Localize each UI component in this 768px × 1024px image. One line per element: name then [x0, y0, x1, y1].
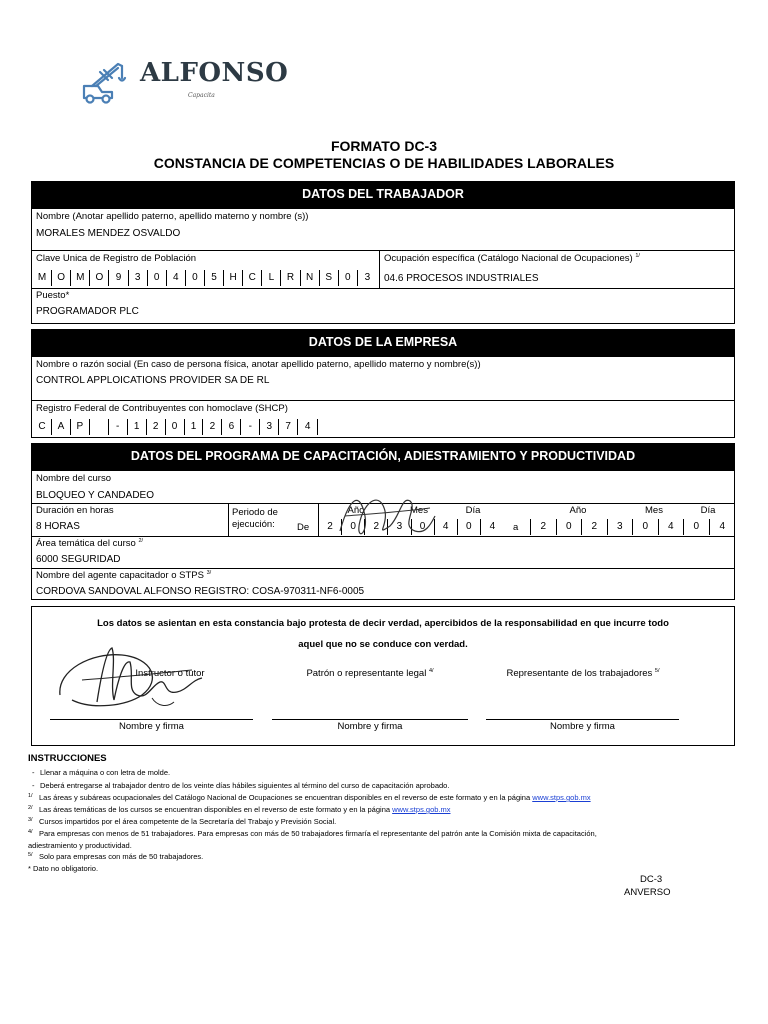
fecha-desde-char: 0	[458, 519, 481, 535]
curp-char: 3	[129, 270, 148, 286]
instructor-firma-label: Nombre y firma	[119, 721, 184, 732]
nombre-trabajador-value: MORALES MENDEZ OSVALDO	[36, 228, 181, 239]
curp-char: 5	[205, 270, 224, 286]
curp-char: 4	[167, 270, 186, 286]
form-title: FORMATO DC-3	[330, 138, 438, 154]
rfc-char: 4	[304, 421, 311, 432]
instruccion-item: 3/ Cursos impartidos por el área competente de la Secretaría del Trabajo y Previsión Social.	[28, 817, 337, 826]
curso-label: Nombre del curso	[36, 473, 111, 484]
fecha-hasta-char: 0	[557, 519, 583, 535]
rfc-char	[90, 419, 109, 435]
curp-char: 9	[109, 270, 128, 286]
desde-mes-label: Mes	[410, 505, 428, 516]
hasta-dia-label: Día	[700, 505, 716, 516]
curp-char: S	[320, 270, 339, 286]
representante-firma-label: Nombre y firma	[550, 721, 615, 732]
rfc-char: -	[241, 419, 260, 435]
curp-char: M	[33, 270, 52, 286]
declaracion-line-2: aquel que no se conduce con verdad.	[298, 639, 468, 650]
fecha-desde-char: 0	[342, 519, 365, 535]
instruccion-item: 4/ Para empresas con menos de 51 trabajadores. Para empresas con más de 50 trabajadores firmaría el representante del patrón ante la Comisión mixta de capacitación,	[28, 829, 597, 838]
periodo-label-2: ejecución:	[232, 519, 275, 530]
rfc-char: 1	[128, 419, 147, 435]
fecha-desde-char: 2	[365, 519, 388, 535]
section-empresa-header: DATOS DE LA EMPRESA	[31, 329, 735, 356]
fecha-desde-char: 0	[412, 519, 435, 535]
duracion-label: Duración en horas	[36, 505, 114, 516]
instructor-signature	[52, 640, 212, 720]
curp-char: C	[243, 270, 262, 286]
curp-char: O	[52, 270, 71, 286]
rfc-field	[33, 419, 318, 435]
fecha-desde-char: 4	[435, 519, 458, 535]
fecha-desde-char: 3	[388, 519, 411, 535]
fecha-hasta-char: 2	[582, 519, 608, 535]
rfc-char: P	[71, 419, 90, 435]
form-subtitle: CONSTANCIA DE COMPETENCIAS O DE HABILIDADES LABORALES	[153, 155, 615, 171]
fecha-desde-char: 4	[489, 521, 496, 532]
puesto-value: PROGRAMADOR PLC	[36, 306, 139, 317]
curp-char: H	[224, 270, 243, 286]
area-tematica-value: 6000 SEGURIDAD	[36, 554, 121, 565]
instruccion-item: adiestramiento y productividad.	[28, 841, 132, 850]
rfc-char: C	[33, 419, 52, 435]
instruccion-item: 2/ Las áreas temáticas de los cursos se encuentran disponibles en el reverso de este formato y en la página www.stps.gob.mx	[28, 805, 451, 814]
curp-field	[33, 270, 377, 286]
rfc-char: 2	[203, 419, 222, 435]
curp-char: O	[90, 270, 109, 286]
fecha-hasta-char: 4	[719, 521, 726, 532]
instruccion-item: 1/ Las áreas y subáreas ocupacionales del Catálogo Nacional de Ocupaciones se encuentran disponibles en el reverso de este formato y en la página www.stps.gob.mx	[28, 793, 591, 802]
rfc-char: 6	[222, 419, 241, 435]
curp-char: 3	[364, 272, 371, 283]
declaracion-line-1: Los datos se asientan en esta constancia bajo protesta de decir verdad, apercibidos de la responsabilidad en que incurre todo	[97, 618, 669, 629]
representante-label: Representante de los trabajadores $^{5/}$	[506, 668, 660, 679]
instruccion-item: * Dato no obligatorio.	[28, 864, 99, 873]
agente-value: CORDOVA SANDOVAL ALFONSO REGISTRO: COSA-970311-NF6-0005	[36, 586, 365, 597]
footer-side: ANVERSO	[624, 887, 671, 898]
rfc-char: 7	[279, 419, 298, 435]
patron-firma-label: Nombre y firma	[337, 721, 403, 732]
hasta-anio-label: Año	[569, 505, 587, 516]
curp-char: L	[262, 270, 281, 286]
de-label: De	[297, 522, 310, 533]
rfc-char: 0	[166, 419, 185, 435]
razon-social-value: CONTROL APPLOICATIONS PROVIDER SA DE RL	[36, 375, 270, 386]
fecha-hasta-char: 3	[608, 519, 634, 535]
curso-value: BLOQUEO Y CANDADEO	[36, 490, 154, 501]
curp-char: M	[71, 270, 90, 286]
fecha-hasta-char: 0	[684, 519, 710, 535]
desde-dia-label: Día	[465, 505, 481, 516]
patron-label: Patrón o representante legal $^{4/}$	[306, 668, 434, 679]
duracion-value: 8 HORAS	[36, 521, 80, 532]
rfc-char: A	[52, 419, 71, 435]
fecha-desde-char: 2	[319, 519, 342, 535]
fecha-hasta-char: 4	[659, 519, 685, 535]
rfc-char: 3	[260, 419, 279, 435]
rfc-char: 2	[147, 419, 166, 435]
fecha-hasta-char: 2	[531, 519, 557, 535]
hasta-mes-label: Mes	[645, 505, 663, 516]
ocupacion-label: Ocupación específica (Catálogo Nacional de Ocupaciones) $^{1/}$	[384, 253, 640, 264]
instruccion-item: 5/ Solo para empresas con más de 50 trabajadores.	[28, 852, 204, 861]
rfc-char: -	[109, 419, 128, 435]
stps-link[interactable]: www.stps.gob.mx	[532, 793, 591, 802]
crane-truck-icon	[78, 58, 134, 106]
footer-code: DC-3	[640, 874, 663, 885]
puesto-label: Puesto*	[36, 290, 70, 301]
rfc-char: 1	[185, 419, 204, 435]
instruccion-item: - Deberá entregarse al trabajador dentro de los veinte días hábiles siguientes al término del curso de capacitación aprobado.	[32, 781, 450, 790]
fecha-hasta-char: 0	[633, 519, 659, 535]
desde-anio-label: Año	[347, 505, 365, 516]
section-programa-header: DATOS DEL PROGRAMA DE CAPACITACIÓN, ADIESTRAMIENTO Y PRODUCTIVIDAD	[31, 443, 735, 470]
curp-char: 0	[186, 270, 205, 286]
stps-link[interactable]: www.stps.gob.mx	[392, 805, 451, 814]
fecha-hasta-field	[530, 519, 735, 535]
razon-social-label: Nombre o razón social (En caso de persona física, anotar apellido paterno, apellido materno y nombre(s))	[36, 359, 481, 370]
rfc-label: Registro Federal de Contribuyentes con homoclave (SHCP)	[36, 403, 288, 414]
a-label: a	[513, 522, 519, 533]
agente-label: Nombre del agente capacitador o STPS $^{3/}$	[36, 570, 212, 581]
periodo-label-1: Periodo de	[232, 507, 278, 518]
company-logo-tagline: Capacita	[188, 92, 215, 99]
instruccion-item: - Llenar a máquina o con letra de molde.	[32, 768, 171, 777]
company-logo-name: ALFONSO	[140, 58, 289, 88]
instructor-label: Instructor o tutor	[135, 668, 205, 679]
ocupacion-value: 04.6 PROCESOS INDUSTRIALES	[384, 273, 539, 284]
curp-char: 0	[339, 270, 358, 286]
instrucciones-title: INSTRUCCIONES	[28, 753, 107, 764]
curp-char: 0	[148, 270, 167, 286]
curp-char: R	[281, 270, 300, 286]
curp-label: Clave Unica de Registro de Población	[36, 253, 197, 264]
area-tematica-label: Área temática del curso $^{2/}$	[36, 538, 144, 549]
curp-char: N	[301, 270, 320, 286]
nombre-trabajador-label: Nombre (Anotar apellido paterno, apellido materno y nombre (s))	[36, 211, 309, 222]
section-trabajador-header: DATOS DEL TRABAJADOR	[31, 181, 735, 208]
signature-mark-dates	[330, 486, 440, 546]
